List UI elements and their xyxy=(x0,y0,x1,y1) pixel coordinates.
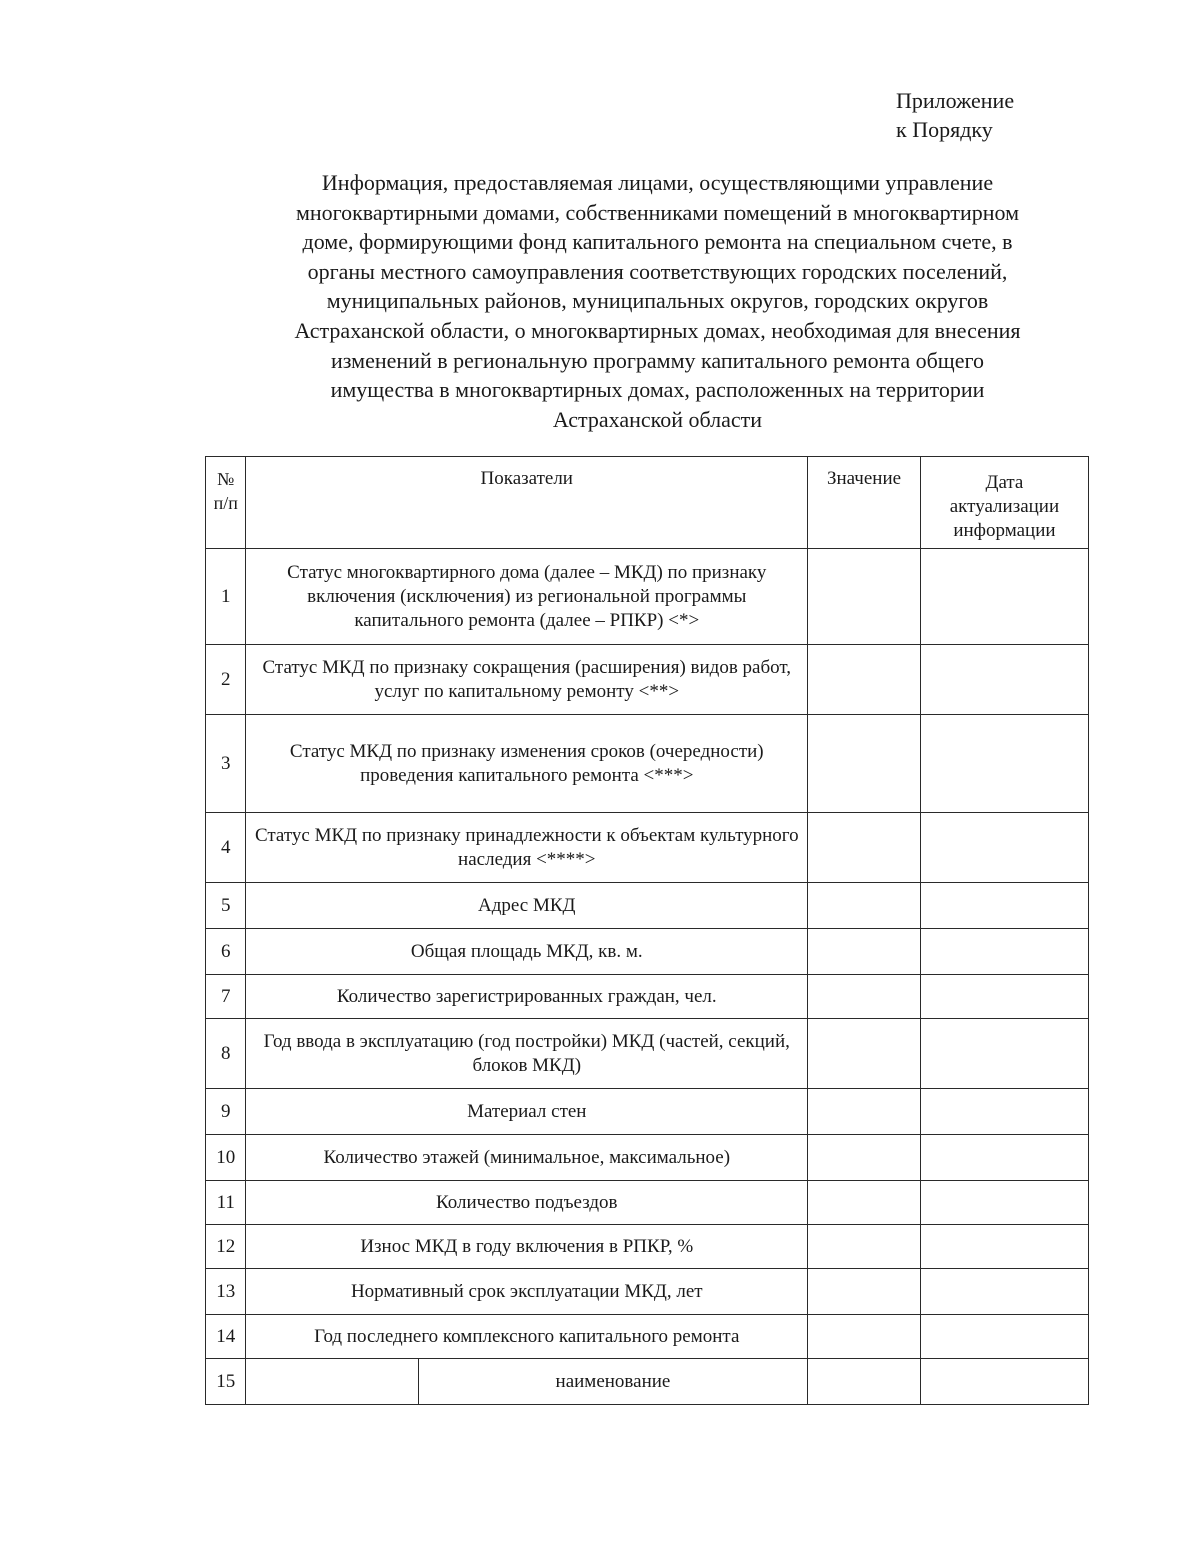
row-num: 1 xyxy=(206,549,246,645)
header-indicator: Показатели xyxy=(246,457,808,549)
row-indicator: Год последнего комплексного капитального ремонта xyxy=(246,1315,808,1359)
row-value-cell[interactable] xyxy=(808,1135,921,1181)
row-num: 5 xyxy=(206,883,246,929)
header-value: Значение xyxy=(808,457,921,549)
row-value-cell[interactable] xyxy=(808,813,921,883)
row-indicator: Общая площадь МКД, кв. м. xyxy=(246,929,808,975)
row-indicator: Статус МКД по признаку изменения сроков (очередности) проведения капитального ремонта <***> xyxy=(246,715,808,813)
table-row xyxy=(206,1089,1089,1135)
row-date-cell[interactable] xyxy=(920,1359,1088,1405)
row-date-cell[interactable] xyxy=(920,549,1088,645)
row-value-cell[interactable] xyxy=(808,1225,921,1269)
appendix-line-2: к Порядку xyxy=(896,117,993,142)
table-row xyxy=(206,1135,1089,1181)
row-value-cell[interactable] xyxy=(808,1359,921,1405)
table-row xyxy=(206,645,1089,715)
row-value-cell[interactable] xyxy=(808,645,921,715)
appendix-line-1: Приложение xyxy=(896,88,1015,113)
row-value-cell[interactable] xyxy=(808,929,921,975)
row-num: 7 xyxy=(206,975,246,1019)
row-num: 6 xyxy=(206,929,246,975)
info-table xyxy=(205,456,1089,1405)
row-num: 3 xyxy=(206,715,246,813)
row-indicator: Количество этажей (минимальное, максимальное) xyxy=(246,1135,808,1181)
row-date-cell[interactable] xyxy=(920,715,1088,813)
row-indicator: Статус МКД по признаку сокращения (расширения) видов работ, услуг по капитальному ремонту <**> xyxy=(246,645,808,715)
row-indicator: Количество зарегистрированных граждан, чел. xyxy=(246,975,808,1019)
row-date-cell[interactable] xyxy=(920,1225,1088,1269)
row-date-cell[interactable] xyxy=(920,1019,1088,1089)
row-indicator: Год ввода в эксплуатацию (год постройки) МКД (частей, секций, блоков МКД) xyxy=(246,1019,808,1089)
row-num: 10 xyxy=(206,1135,246,1181)
row-15-subcell-left[interactable] xyxy=(246,1359,418,1405)
row-date-cell[interactable] xyxy=(920,1315,1088,1359)
row-num: 15 xyxy=(206,1359,246,1405)
row-indicator: Адрес МКД xyxy=(246,883,808,929)
table-row xyxy=(206,975,1089,1019)
row-date-cell[interactable] xyxy=(920,1269,1088,1315)
row-num: 2 xyxy=(206,645,246,715)
document-title: Информация, предоставляемая лицами, осуществляющими управление многоквартирными домами, собственниками помещений в многоквартирном доме, формирующими фонд капитального ремонта на специальном счете, в органы местного самоуправления соответствующих городских поселений, муниципальных районов, муниципальных округов, городских округов Астраханской области, о многоквартирных домах, необходимая для внесения изменений в региональную программу капитального ремонта общего имущества в многоквартирных домах, расположенных на территории Астраханской области xyxy=(294,170,1021,432)
row-value-cell[interactable] xyxy=(808,1315,921,1359)
table-row xyxy=(206,1181,1089,1225)
row-value-cell[interactable] xyxy=(808,1269,921,1315)
table-row xyxy=(206,813,1089,883)
header-date: Дата актуализации информации xyxy=(920,457,1088,549)
table-row xyxy=(206,1269,1089,1315)
row-num: 11 xyxy=(206,1181,246,1225)
row-num: 12 xyxy=(206,1225,246,1269)
row-value-cell[interactable] xyxy=(808,715,921,813)
row-date-cell[interactable] xyxy=(920,1135,1088,1181)
row-value-cell[interactable] xyxy=(808,1019,921,1089)
row-num: 8 xyxy=(206,1019,246,1089)
row-date-cell[interactable] xyxy=(920,929,1088,975)
row-value-cell[interactable] xyxy=(808,549,921,645)
row-date-cell[interactable] xyxy=(920,1181,1088,1225)
table-row xyxy=(206,1225,1089,1269)
row-indicator: Количество подъездов xyxy=(246,1181,808,1225)
table-row xyxy=(206,929,1089,975)
table-row xyxy=(206,715,1089,813)
row-indicator: Материал стен xyxy=(246,1089,808,1135)
table-row xyxy=(206,549,1089,645)
row-date-cell[interactable] xyxy=(920,645,1088,715)
row-value-cell[interactable] xyxy=(808,975,921,1019)
row-date-cell[interactable] xyxy=(920,1089,1088,1135)
row-value-cell[interactable] xyxy=(808,1089,921,1135)
table-row xyxy=(206,883,1089,929)
row-date-cell[interactable] xyxy=(920,813,1088,883)
table-header-row xyxy=(206,457,1089,549)
table-row xyxy=(206,1315,1089,1359)
row-num: 9 xyxy=(206,1089,246,1135)
table-row xyxy=(206,1019,1089,1089)
row-value-cell[interactable] xyxy=(808,883,921,929)
row-indicator: Нормативный срок эксплуатации МКД, лет xyxy=(246,1269,808,1315)
row-indicator: Статус МКД по признаку принадлежности к объектам культурного наследия <****> xyxy=(246,813,808,883)
row-indicator: Износ МКД в году включения в РПКР, % xyxy=(246,1225,808,1269)
row-num: 14 xyxy=(206,1315,246,1359)
row-date-cell[interactable] xyxy=(920,975,1088,1019)
row-value-cell[interactable] xyxy=(808,1181,921,1225)
header-num: № п/п xyxy=(206,457,246,549)
row-date-cell[interactable] xyxy=(920,883,1088,929)
table-row-15 xyxy=(206,1359,1089,1405)
row-num: 13 xyxy=(206,1269,246,1315)
row-indicator: Статус многоквартирного дома (далее – МКД) по признаку включения (исключения) из региональной программы капитального ремонта (далее – РПКР) <*> xyxy=(246,549,808,645)
appendix-caption xyxy=(896,86,1014,144)
row-num: 4 xyxy=(206,813,246,883)
row-15-subcell-name: наименование xyxy=(418,1359,807,1405)
